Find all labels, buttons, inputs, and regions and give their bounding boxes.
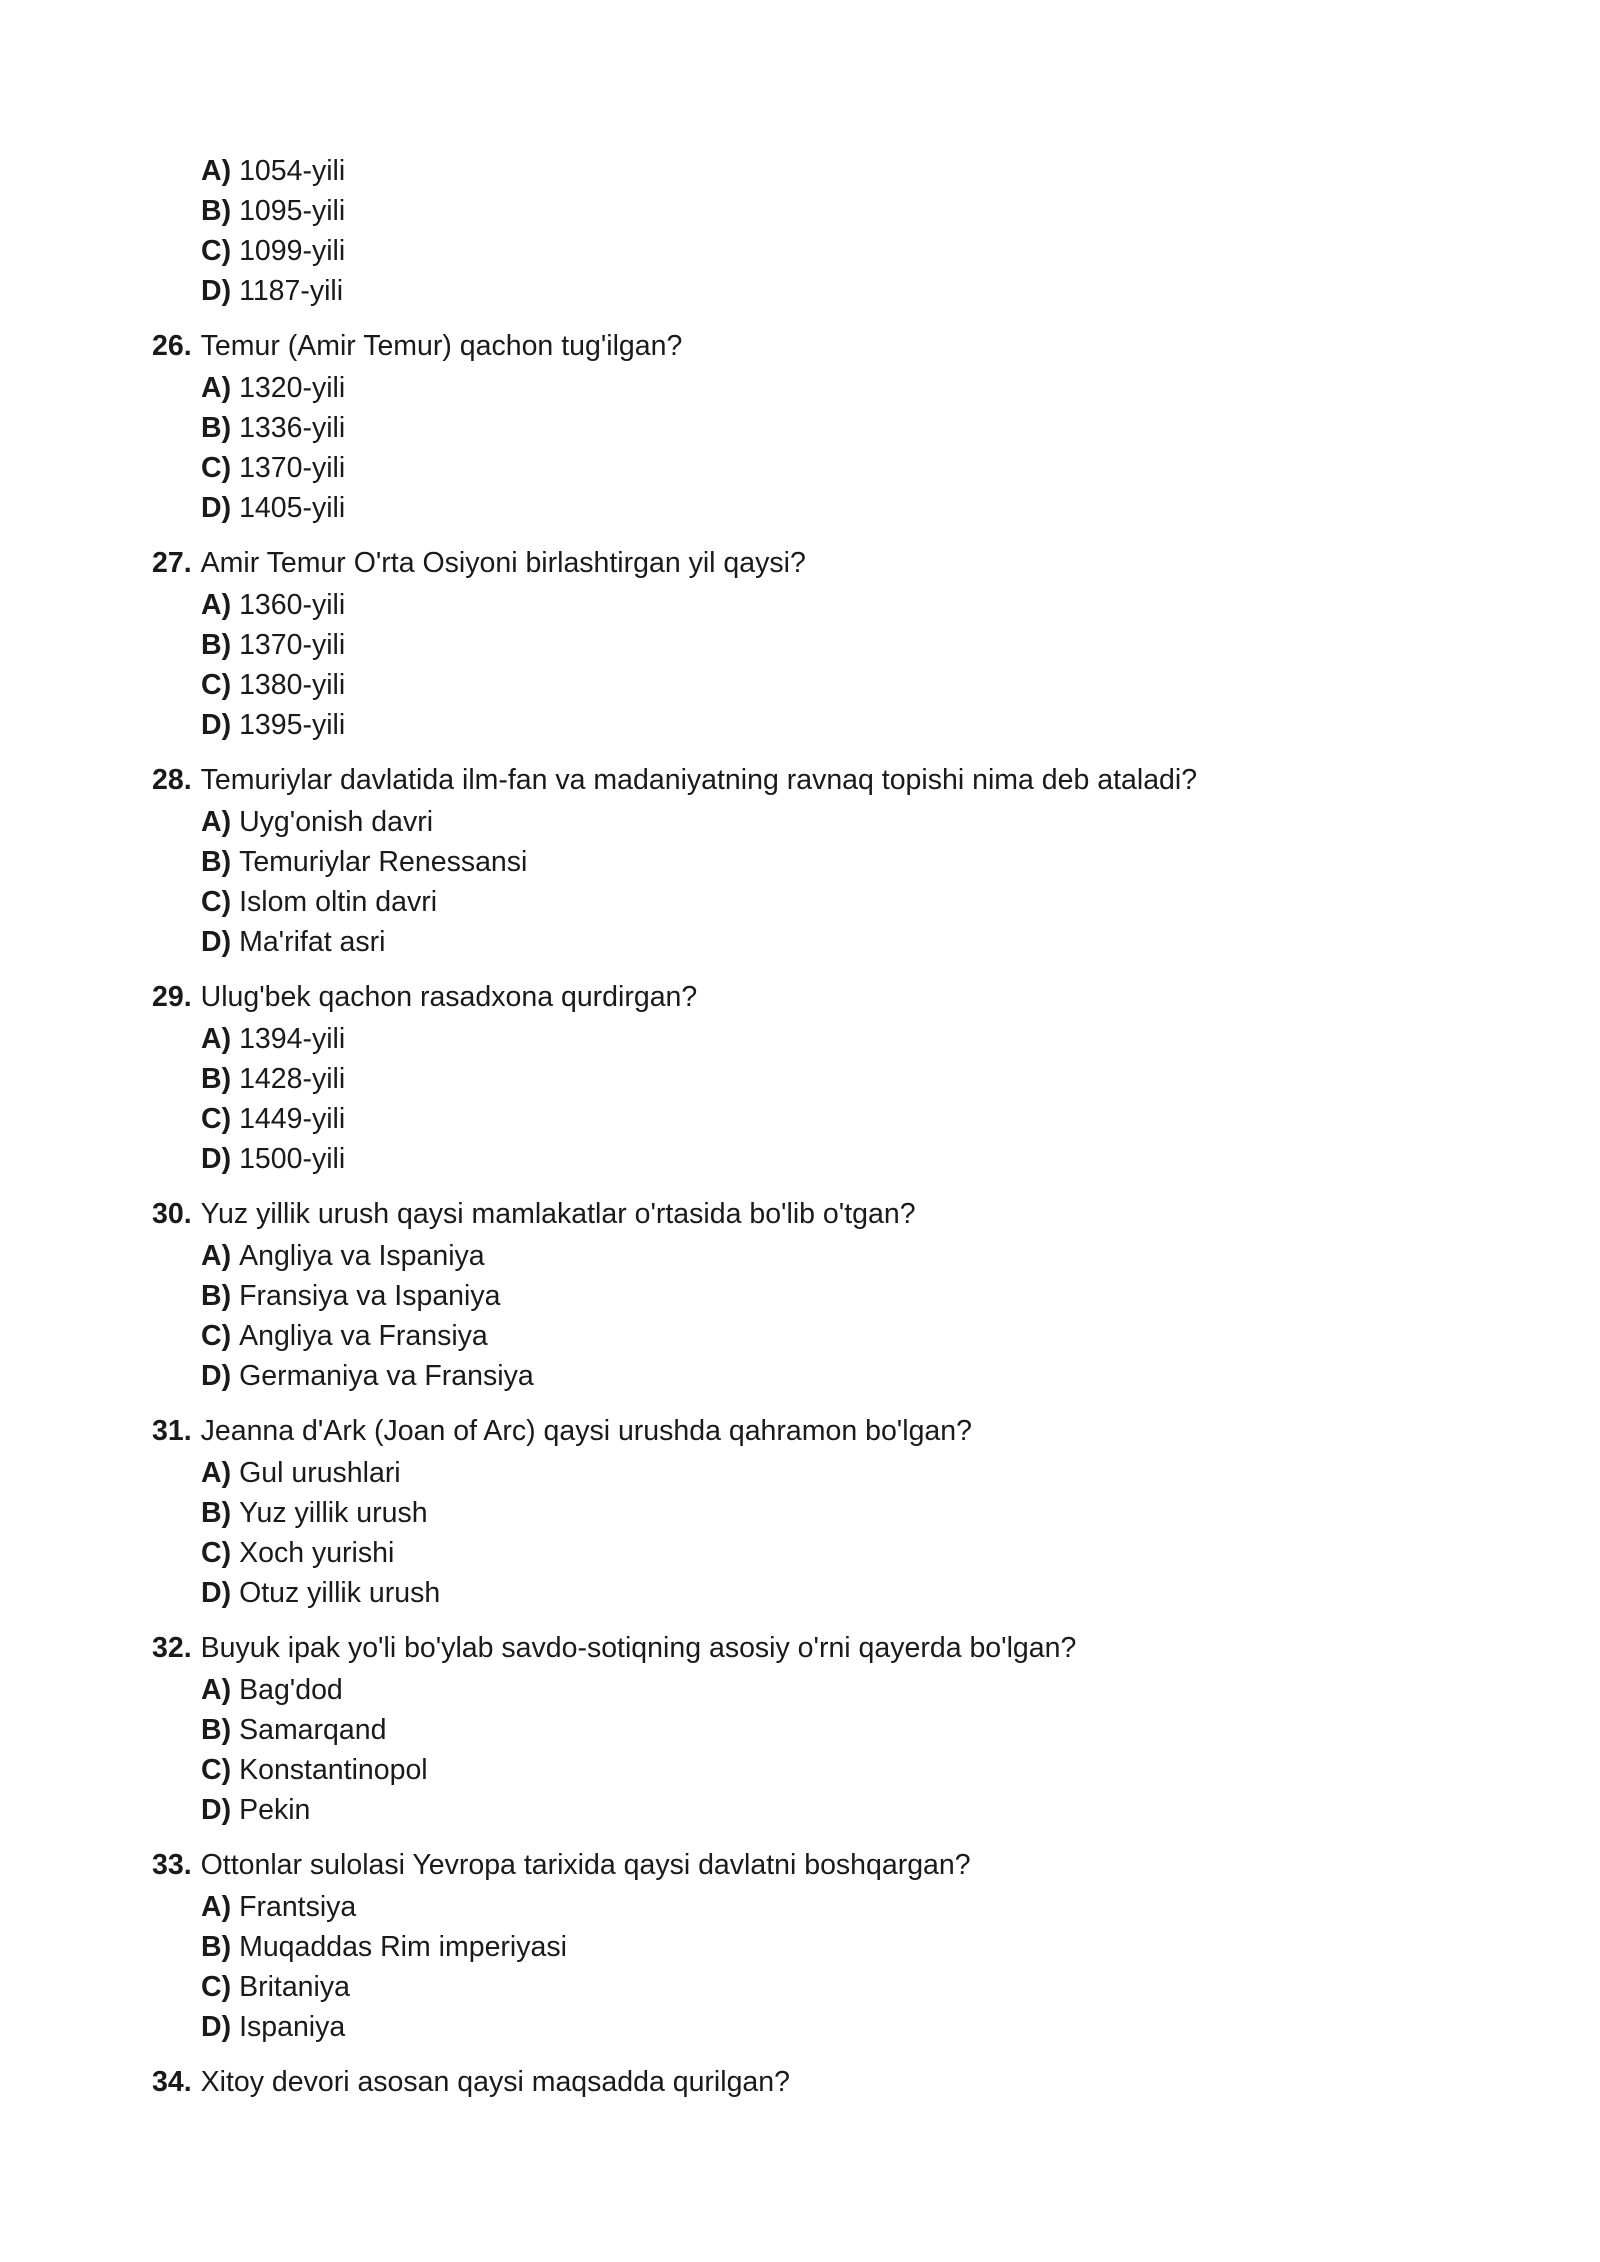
option-item xyxy=(201,2007,1552,2047)
option-letter: C) xyxy=(201,235,232,267)
question-text: Jeanna d'Ark (Joan of Arc) qaysi urushda qahramon bo'lgan? xyxy=(200,1415,972,1447)
option-letter: A) xyxy=(201,1240,232,1272)
option-item xyxy=(201,1139,1552,1179)
option-item xyxy=(201,1670,1552,1710)
question-33 xyxy=(152,1845,1552,2047)
option-letter: C) xyxy=(201,886,232,918)
option-item xyxy=(201,1573,1552,1613)
question-number: 26. xyxy=(152,330,192,362)
question-34 xyxy=(152,2062,1552,2102)
option-text: Yuz yillik urush xyxy=(239,1497,428,1529)
question-text-line xyxy=(152,326,1552,366)
question-text-line xyxy=(152,977,1552,1017)
option-item xyxy=(201,1356,1552,1396)
options-list xyxy=(201,1887,1552,2047)
option-letter: A) xyxy=(201,372,232,404)
option-item xyxy=(201,1276,1552,1316)
option-text: 1380-yili xyxy=(239,669,346,701)
option-letter: B) xyxy=(201,1714,232,1746)
option-item xyxy=(201,1710,1552,1750)
option-text: 1370-yili xyxy=(239,629,346,661)
option-item xyxy=(201,488,1552,528)
option-item xyxy=(201,1790,1552,1830)
option-letter: D) xyxy=(201,1360,232,1392)
option-letter: B) xyxy=(201,1497,232,1529)
question-number: 30. xyxy=(152,1198,192,1230)
question-number: 34. xyxy=(152,2066,192,2098)
option-item xyxy=(201,842,1552,882)
option-item xyxy=(201,1316,1552,1356)
question-text-line xyxy=(152,1411,1552,1451)
option-text: Islom oltin davri xyxy=(239,886,438,918)
option-letter: D) xyxy=(201,1577,232,1609)
option-item xyxy=(201,151,345,191)
option-text: 1449-yili xyxy=(239,1103,346,1135)
option-item xyxy=(201,1019,1552,1059)
option-item xyxy=(201,1533,1552,1573)
option-item xyxy=(201,585,1552,625)
question-text-line xyxy=(152,1628,1552,1668)
question-text: Xitoy devori asosan qaysi maqsadda qurilgan? xyxy=(200,2066,790,2098)
option-letter: D) xyxy=(201,709,232,741)
question-27 xyxy=(152,543,1552,745)
option-letter: A) xyxy=(201,589,232,621)
option-item xyxy=(201,408,1552,448)
question-text-line xyxy=(152,2062,1552,2102)
option-letter: D) xyxy=(201,492,232,524)
option-text: Ispaniya xyxy=(239,2011,346,2043)
leading-options xyxy=(201,151,345,311)
question-number: 31. xyxy=(152,1415,192,1447)
option-text: Bag'dod xyxy=(239,1674,343,1706)
option-letter: A) xyxy=(201,1891,232,1923)
option-text: 1320-yili xyxy=(239,372,346,404)
option-item xyxy=(201,231,345,271)
option-letter: A) xyxy=(201,1023,232,1055)
option-text: Konstantinopol xyxy=(239,1754,428,1786)
option-text: Xoch yurishi xyxy=(239,1537,395,1569)
option-letter: C) xyxy=(201,669,232,701)
option-item xyxy=(201,922,1552,962)
option-letter: C) xyxy=(201,1754,232,1786)
option-text: 1095-yili xyxy=(239,195,346,227)
option-text: Pekin xyxy=(239,1794,311,1826)
option-item xyxy=(201,625,1552,665)
option-text: Angliya va Ispaniya xyxy=(239,1240,485,1272)
option-letter: D) xyxy=(201,2011,232,2043)
question-text: Buyuk ipak yo'li bo'ylab savdo-sotiqning asosiy o'rni qayerda bo'lgan? xyxy=(200,1632,1077,1664)
option-item xyxy=(201,882,1552,922)
option-text: Samarqand xyxy=(239,1714,387,1746)
option-item xyxy=(201,368,1552,408)
question-text: Temuriylar davlatida ilm-fan va madaniyatning ravnaq topishi nima deb ataladi? xyxy=(200,764,1198,796)
question-text: Amir Temur O'rta Osiyoni birlashtirgan yil qaysi? xyxy=(200,547,806,579)
option-letter: C) xyxy=(201,1103,232,1135)
option-text: 1099-yili xyxy=(239,235,346,267)
option-text: Ma'rifat asri xyxy=(239,926,386,958)
options-list xyxy=(201,585,1552,745)
options-list xyxy=(201,1453,1552,1613)
option-letter: B) xyxy=(201,846,232,878)
question-text: Ottonlar sulolasi Yevropa tarixida qaysi davlatni boshqargan? xyxy=(200,1849,971,1881)
option-item xyxy=(201,1887,1552,1927)
question-text-line xyxy=(152,760,1552,800)
option-item xyxy=(201,271,345,311)
option-letter: B) xyxy=(201,1063,232,1095)
option-item xyxy=(201,1493,1552,1533)
option-item xyxy=(201,1453,1552,1493)
option-letter: B) xyxy=(201,1280,232,1312)
option-letter: D) xyxy=(201,1794,232,1826)
option-text: 1054-yili xyxy=(239,155,346,187)
option-text: Gul urushlari xyxy=(239,1457,401,1489)
option-item xyxy=(201,802,1552,842)
option-text: 1405-yili xyxy=(239,492,346,524)
option-text: Muqaddas Rim imperiyasi xyxy=(239,1931,567,1963)
option-text: 1370-yili xyxy=(239,452,346,484)
question-text-line xyxy=(152,1194,1552,1234)
option-letter: D) xyxy=(201,1143,232,1175)
option-item xyxy=(201,191,345,231)
option-item xyxy=(201,1236,1552,1276)
question-number: 29. xyxy=(152,981,192,1013)
option-item xyxy=(201,1059,1552,1099)
option-letter: A) xyxy=(201,806,232,838)
option-letter: C) xyxy=(201,1537,232,1569)
question-number: 27. xyxy=(152,547,192,579)
question-text-line xyxy=(152,543,1552,583)
option-letter: B) xyxy=(201,1931,232,1963)
option-text: Britaniya xyxy=(239,1971,350,2003)
question-29 xyxy=(152,977,1552,1179)
question-number: 28. xyxy=(152,764,192,796)
option-text: 1428-yili xyxy=(239,1063,346,1095)
option-letter: B) xyxy=(201,412,232,444)
option-item xyxy=(201,1927,1552,1967)
option-letter: A) xyxy=(201,155,232,187)
option-letter: B) xyxy=(201,195,232,227)
option-letter: C) xyxy=(201,452,232,484)
option-text: 1336-yili xyxy=(239,412,346,444)
option-text: Uyg'onish davri xyxy=(239,806,434,838)
option-text: 1500-yili xyxy=(239,1143,346,1175)
question-26 xyxy=(152,326,1552,528)
options-list xyxy=(201,1236,1552,1396)
question-30 xyxy=(152,1194,1552,1396)
option-text: Temuriylar Renessansi xyxy=(239,846,528,878)
option-letter: D) xyxy=(201,275,232,307)
option-text: 1360-yili xyxy=(239,589,346,621)
option-text: Otuz yillik urush xyxy=(239,1577,441,1609)
option-item xyxy=(201,705,1552,745)
option-item xyxy=(201,1099,1552,1139)
option-text: Fransiya va Ispaniya xyxy=(239,1280,501,1312)
option-letter: A) xyxy=(201,1674,232,1706)
question-32 xyxy=(152,1628,1552,1830)
question-text: Temur (Amir Temur) qachon tug'ilgan? xyxy=(200,330,683,362)
option-item xyxy=(201,448,1552,488)
option-item xyxy=(201,665,1552,705)
question-number: 32. xyxy=(152,1632,192,1664)
option-letter: A) xyxy=(201,1457,232,1489)
option-text: Frantsiya xyxy=(239,1891,357,1923)
option-text: Germaniya va Fransiya xyxy=(239,1360,534,1392)
option-text: Angliya va Fransiya xyxy=(239,1320,488,1352)
option-text: 1395-yili xyxy=(239,709,346,741)
options-list xyxy=(201,1019,1552,1179)
option-item xyxy=(201,1750,1552,1790)
options-list xyxy=(201,1670,1552,1830)
question-text: Yuz yillik urush qaysi mamlakatlar o'rtasida bo'lib o'tgan? xyxy=(200,1198,916,1230)
options-list xyxy=(201,802,1552,962)
option-text: 1394-yili xyxy=(239,1023,346,1055)
question-31 xyxy=(152,1411,1552,1613)
option-item xyxy=(201,1967,1552,2007)
question-text-line xyxy=(152,1845,1552,1885)
option-letter: B) xyxy=(201,629,232,661)
question-number: 33. xyxy=(152,1849,192,1881)
options-list xyxy=(201,368,1552,528)
option-letter: C) xyxy=(201,1971,232,2003)
option-text: 1187-yili xyxy=(239,275,344,307)
question-text: Ulug'bek qachon rasadxona qurdirgan? xyxy=(200,981,698,1013)
option-letter: C) xyxy=(201,1320,232,1352)
option-letter: D) xyxy=(201,926,232,958)
question-28 xyxy=(152,760,1552,962)
